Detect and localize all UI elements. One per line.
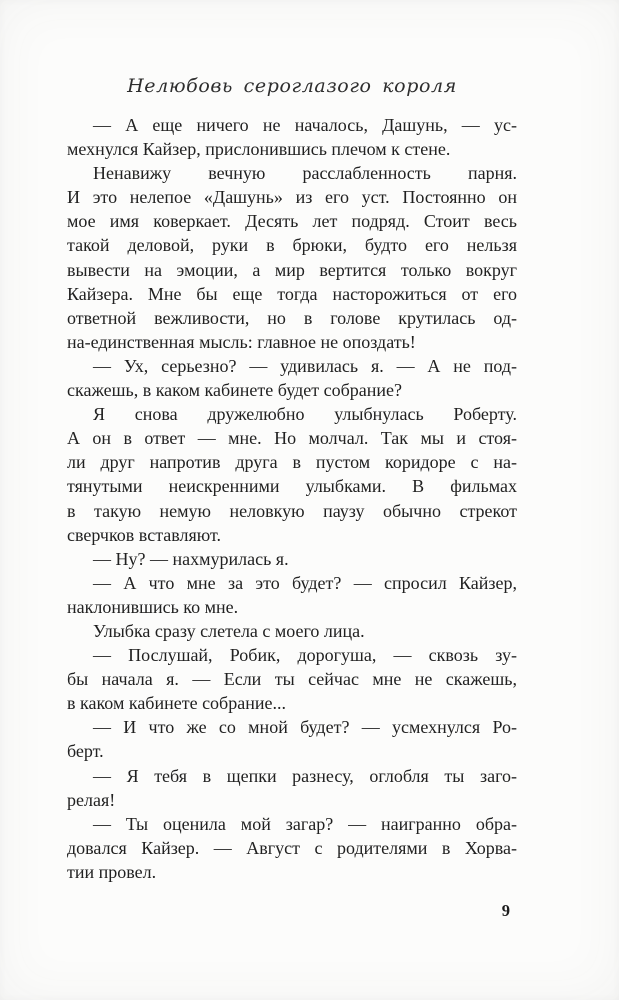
- text-line: на-единственная мысль: главное не опоздать!: [67, 331, 416, 352]
- text-line: И это нелепое «Дашунь» из его уст. Постоянно он: [67, 187, 517, 208]
- running-header: Нелюбовь сероглазого короля: [127, 75, 457, 97]
- text-line: мое имя коверкает. Десять лет подряд. Стоит весь: [67, 211, 517, 232]
- text-line: Я снова дружелюбно улыбнулась Роберту.: [93, 404, 517, 425]
- paragraph: [67, 547, 517, 571]
- text-line: А он в ответ — мне. Но молчал. Так мы и стоя-: [67, 428, 517, 449]
- text-line: сверчков вставляют.: [67, 524, 222, 545]
- text-line: — А еще ничего не началось, Дашунь, — ус-: [93, 115, 517, 135]
- text-line: бы начала я. — Если ты сейчас мне не скажешь,: [67, 669, 517, 690]
- text-line: ответной вежливости, но в голове крутилась од-: [67, 307, 517, 328]
- text-line: в такую немую неловкую паузу обычно стрекот: [67, 500, 517, 521]
- paragraph: [67, 161, 517, 354]
- text-line: — Ты оценила мой загар? — наигранно обра-: [93, 813, 517, 834]
- text-line: релая!: [67, 789, 116, 810]
- text-line: наклонившись ко мне.: [67, 596, 239, 617]
- text-line: Ненавижу вечную расслабленность парня.: [93, 163, 517, 184]
- paragraph: [67, 354, 517, 402]
- text-line: берт.: [67, 741, 104, 762]
- paragraph: [67, 812, 517, 884]
- paragraph: [67, 402, 517, 547]
- text-line: — Послушай, Робик, дорогуша, — сквозь зу-: [93, 645, 517, 666]
- text-line: тии провел.: [67, 861, 157, 882]
- text-block: [67, 113, 517, 884]
- paragraph: [67, 619, 517, 643]
- paragraph: [67, 571, 517, 619]
- text-line: тянутыми неискренними улыбками. В фильмах: [67, 476, 517, 497]
- text-line: ли друг напротив друга в пустом коридоре с на-: [67, 452, 517, 473]
- paragraph: [67, 113, 517, 161]
- text-line: вывести на эмоции, а мир вертится только вокруг: [67, 259, 517, 280]
- text-line: — И что же со мной будет? — усмехнулся Ро-: [93, 717, 517, 738]
- text-line: — Я тебя в щепки разнесу, оглобля ты заго-: [93, 765, 517, 786]
- text-line: Кайзера. Мне бы еще тогда насторожиться от его: [67, 283, 517, 304]
- text-line: — А что мне за это будет? — спросил Кайзер,: [93, 572, 517, 593]
- text-line: мехнулся Кайзер, прислонившись плечом к стене.: [67, 139, 451, 160]
- paragraph: [67, 764, 517, 812]
- page-number: 9: [501, 901, 510, 920]
- text-line: — Ну? — нахмурилась я.: [93, 548, 289, 569]
- text-line: скажешь, в каком кабинете будет собрание?: [67, 380, 403, 401]
- text-line: в каком кабинете собрание...: [67, 693, 286, 714]
- text-line: Улыбка сразу слетела с моего лица.: [93, 620, 365, 641]
- paragraph: [67, 715, 517, 763]
- text-line: такой деловой, руки в брюки, будто его нельзя: [67, 235, 517, 256]
- text-line: довался Кайзер. — Август с родителями в Хорва-: [67, 837, 517, 858]
- text-line: — Ух, серьезно? — удивилась я. — А не под-: [93, 355, 517, 376]
- paragraph: [67, 643, 517, 715]
